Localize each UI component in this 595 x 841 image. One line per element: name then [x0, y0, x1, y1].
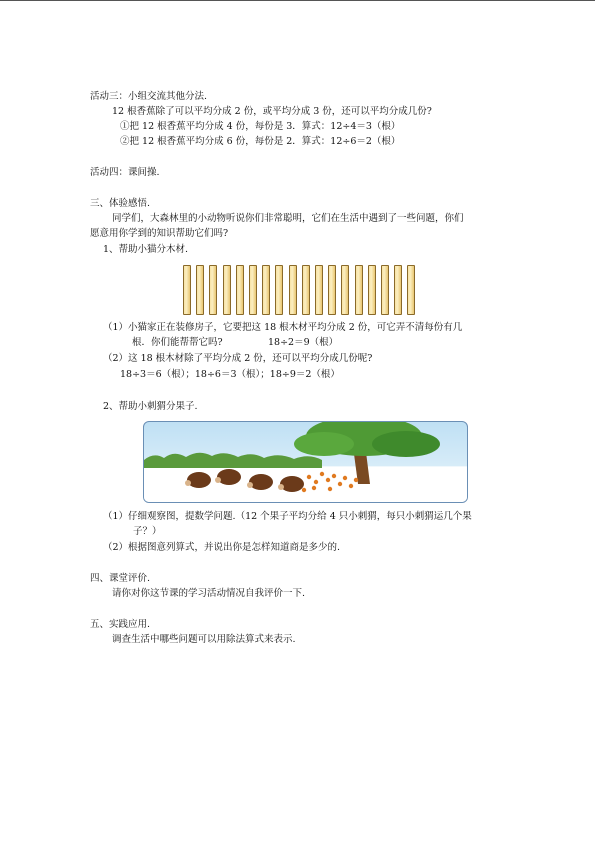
wood-stick — [289, 265, 297, 315]
section5-title: 五、实践应用. — [90, 619, 151, 630]
fruit — [312, 486, 316, 490]
treeline-shape — [144, 453, 322, 470]
activity3-question: 12 根香蕉除了可以平均分成 2 份，或平均分成 3 份，还可以平均分成几份? — [112, 106, 432, 117]
task1-question1-line1: （1）小猫家正在装修房子，它要把这 18 根木材平均分成 2 份，可它弄不清每份有几 — [103, 322, 463, 333]
section3-title: 三、体验感悟. — [90, 198, 151, 209]
wood-stick — [381, 265, 389, 315]
task2-question2: （2）根据图意列算式，并说出你是怎样知道商是多少的. — [103, 542, 341, 553]
task1-title: 1、帮助小猫分木材. — [103, 244, 189, 255]
wood-stick — [209, 265, 217, 315]
fruit — [320, 472, 324, 476]
fruit — [343, 476, 347, 480]
wood-stick — [315, 265, 323, 315]
task1-question2: （2）这 18 根木材除了平均分成 2 份，还可以平均分成几份呢? — [103, 353, 373, 364]
section4-body: 请你对你这节课的学习活动情况自我评价一下. — [112, 588, 306, 599]
wood-stick — [183, 265, 191, 315]
tree-crown-right — [372, 431, 440, 457]
task1-question1-answer: 18÷2＝9（根） — [268, 337, 339, 348]
fruit — [354, 478, 358, 482]
hedgehog-scene-illustration — [143, 421, 468, 503]
activity3-item-2: ②把 12 根香蕉平均分成 6 份，每份是 2．算式：12÷6＝2（根） — [120, 136, 401, 147]
wood-stick — [249, 265, 257, 315]
section5-body: 调查生活中哪些问题可以用除法算式来表示. — [112, 634, 296, 645]
task2-question1-line2: 子？） — [133, 526, 162, 537]
section4-title: 四、课堂评价. — [90, 573, 151, 584]
wood-stick — [236, 265, 244, 315]
task2-question1-line1: （1）仔细观察图，提数学问题.（12 个果子平均分给 4 只小刺猬，每只小刺猬运几个果 — [103, 511, 472, 522]
fruit — [307, 475, 311, 479]
section3-intro-line2: 愿意用你学到的知识帮助它们吗? — [90, 228, 229, 239]
fruit — [338, 482, 342, 486]
fruit — [328, 487, 332, 491]
fruit — [326, 478, 330, 482]
fruit — [314, 480, 318, 484]
task2-title: 2、帮助小刺猬分果子. — [103, 401, 198, 412]
wood-stick — [355, 265, 363, 315]
hedgehog-scene-svg — [144, 422, 467, 502]
wood-sticks-illustration — [183, 265, 416, 315]
wood-stick — [328, 265, 336, 315]
wood-stick — [368, 265, 376, 315]
wood-stick — [394, 265, 402, 315]
wood-stick — [223, 265, 231, 315]
activity3-title: 活动三：小组交流其他分法. — [90, 91, 208, 102]
fruit — [302, 488, 306, 492]
task1-question2-answers: 18÷3＝6（根）；18÷6＝3（根）；18÷9＝2（根） — [120, 369, 340, 380]
header-rule — [0, 0, 595, 1]
activity3-item-1: ①把 12 根香蕉平均分成 4 份，每份是 3．算式：12÷4＝3（根） — [120, 121, 401, 132]
tree-crown-left — [294, 432, 354, 456]
wood-stick — [196, 265, 204, 315]
fruit — [349, 484, 353, 488]
fruit — [332, 474, 336, 478]
wood-stick — [275, 265, 283, 315]
task1-question1-line2: 根．你们能帮帮它吗? — [132, 337, 223, 348]
section3-intro-line1: 同学们，大森林里的小动物听说你们非常聪明，它们在生活中遇到了一些问题，你们 — [112, 213, 464, 224]
wood-stick — [341, 265, 349, 315]
activity4-title: 活动四：课间操. — [90, 167, 160, 178]
wood-stick — [407, 265, 415, 315]
wood-stick — [302, 265, 310, 315]
wood-stick — [262, 265, 270, 315]
